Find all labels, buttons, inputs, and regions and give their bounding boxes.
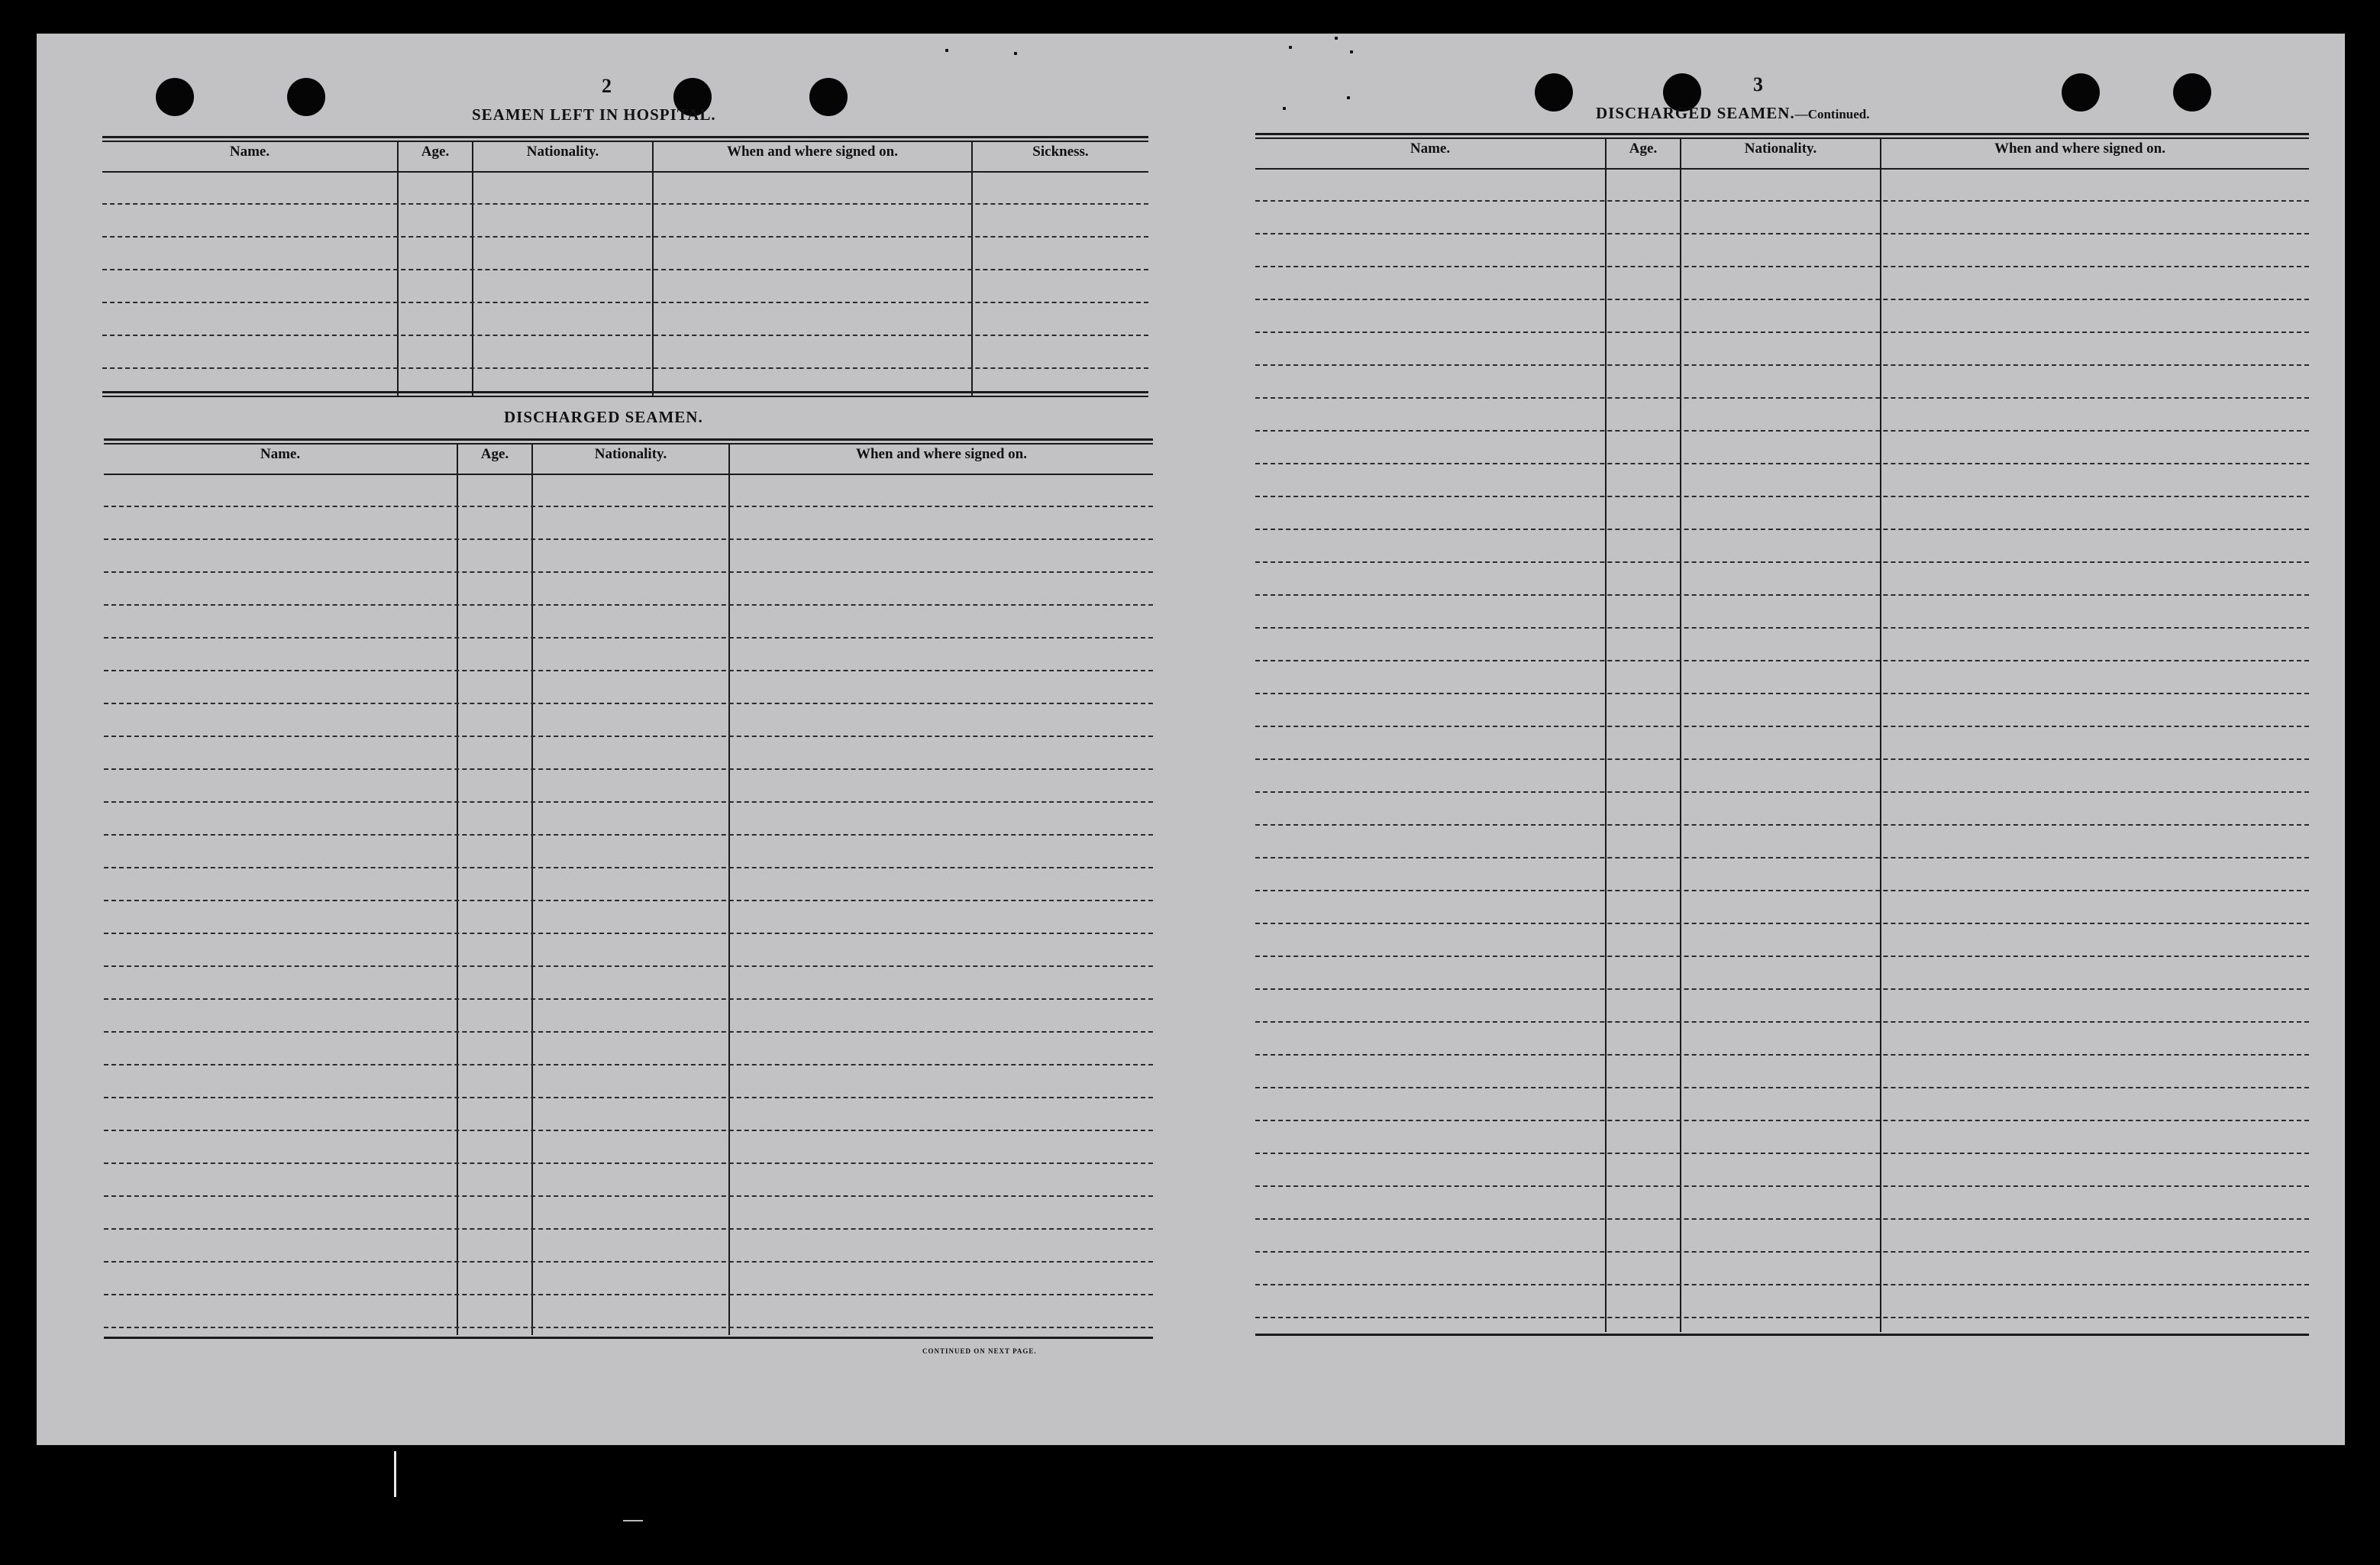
column-header-name: Name. <box>229 144 270 160</box>
column-header-age: Age. <box>1629 141 1658 157</box>
hospital-section-title: SEAMEN LEFT IN HOSPITAL. <box>472 105 716 124</box>
ink-speck <box>1014 52 1017 55</box>
punch-hole <box>2062 73 2100 112</box>
column-header-nationality: Nationality. <box>594 446 667 462</box>
discharged-table <box>104 438 1153 1344</box>
page-number-left: 2 <box>602 75 612 97</box>
column-header-age: Age. <box>480 446 509 462</box>
film-edge-mark <box>394 1451 396 1497</box>
hospital-table <box>102 136 1148 397</box>
column-header-sickness: Sickness. <box>1032 144 1089 160</box>
column-header-signed-on: When and where signed on. <box>726 144 898 160</box>
column-header-age: Age. <box>421 144 450 160</box>
ink-speck <box>1283 107 1286 110</box>
column-header-nationality: Nationality. <box>526 144 599 160</box>
discharged-continued-table <box>1255 133 2309 1340</box>
punch-hole <box>287 78 325 116</box>
ink-speck <box>1350 50 1353 53</box>
column-header-name: Name. <box>1410 141 1451 157</box>
ink-speck <box>1335 37 1338 40</box>
punch-hole <box>809 78 848 116</box>
punch-hole <box>156 78 194 116</box>
form-sheet <box>37 34 2345 1445</box>
column-header-signed-on: When and where signed on. <box>855 446 1027 462</box>
right-section-title-suffix: —Continued. <box>1794 107 1870 121</box>
punch-hole <box>1535 73 1573 112</box>
column-header-name: Name. <box>260 446 301 462</box>
ink-speck <box>1347 96 1350 99</box>
punch-hole <box>2173 73 2211 112</box>
film-edge-mark <box>623 1520 643 1521</box>
column-header-signed-on: When and where signed on. <box>1994 141 2165 157</box>
ink-speck <box>945 49 948 52</box>
continued-footer: CONTINUED ON NEXT PAGE. <box>922 1347 1037 1355</box>
page-number-right: 3 <box>1753 73 1763 95</box>
discharged-section-title: DISCHARGED SEAMEN. <box>504 408 703 426</box>
column-header-nationality: Nationality. <box>1744 141 1817 157</box>
ink-speck <box>1289 46 1292 49</box>
right-section-title-main: DISCHARGED SEAMEN. <box>1596 104 1795 122</box>
right-section-title <box>1596 104 1869 123</box>
